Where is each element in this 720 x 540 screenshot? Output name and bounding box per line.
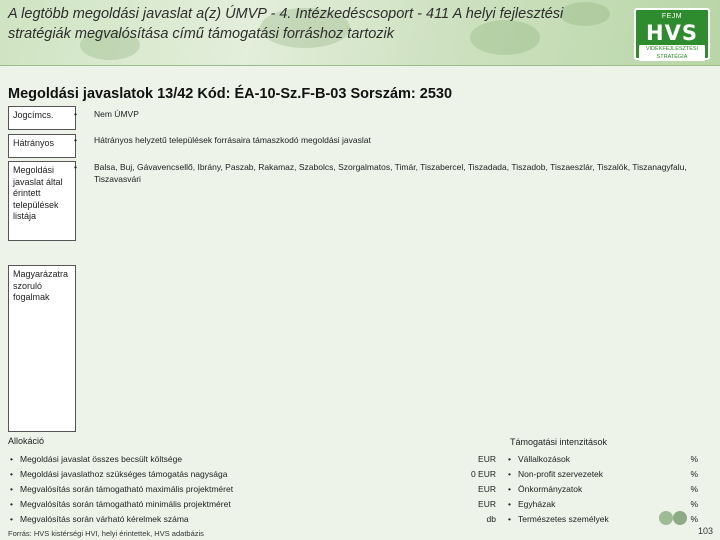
bullet: • (10, 454, 13, 464)
allocation-item-unit: EUR (478, 484, 496, 494)
logo-main-text: HVS (646, 21, 698, 45)
intensity-item-text: Önkormányzatok (518, 484, 583, 494)
header-title: A legtöbb megoldási javaslat a(z) ÚMVP - 4. Intézkedéscsoport - 411 A helyi fejlesztési stratégiák megvalósítása című támogatási forráshoz tartozik (8, 6, 564, 42)
allocation-item (10, 512, 496, 526)
bullet: • (10, 484, 13, 494)
intensity-item-text: Természetes személyek (518, 514, 609, 524)
bullet: • (10, 469, 13, 479)
allocation-item (10, 452, 496, 466)
value-jogcim-text: Nem ÚMVP (94, 109, 139, 119)
label-fogalmak (8, 265, 76, 432)
label-hatranyos (8, 134, 76, 158)
label-fogalmak-text: Magyarázatra szoruló fogalmak (13, 269, 69, 302)
allocation-item (10, 467, 496, 481)
value-telepulesek-text: Balsa, Buj, Gávavencsellő, Ibrány, Paszab, Rakamaz, Szabolcs, Szorgalmatos, Timár, Tiszabercel, Tiszadada, Tiszadob, Tiszaeszlár, Tiszalök, Tiszanagyfalu, Tiszavasvári (94, 162, 687, 184)
page-title: Megoldási javaslatok 13/42 Kód: ÉA-10-Sz.F-B-03 Sorszám: 2530 (8, 86, 453, 102)
logo-top-text: FEJM (661, 13, 683, 20)
intensity-item-pct: % (690, 484, 698, 494)
label-jogcim-text: Jogcímcs. (13, 110, 54, 120)
allocation-item-text: Megvalósítás során támogatható maximális projektméret (20, 484, 234, 494)
intensity-item (508, 452, 698, 466)
allocation-item-unit: 0 EUR (470, 469, 496, 479)
label-telepulesek (8, 161, 76, 241)
value-jogcim (74, 108, 704, 120)
allocation-item-unit: db (486, 514, 496, 524)
bullet: • (508, 514, 511, 524)
value-hatranyos-text: Hátrányos helyzetű települések forrásaira támaszkodó megoldási javaslat (94, 135, 371, 145)
allocation-item-text: Megoldási javaslat összes becsült költsége (20, 454, 183, 464)
allocation-item (10, 497, 496, 511)
intensity-item-text: Non-profit szervezetek (518, 469, 604, 479)
bullet: • (10, 514, 13, 524)
header-banner (0, 0, 720, 66)
intensity-item-pct: % (690, 454, 698, 464)
label-jogcim (8, 106, 76, 130)
allocation-item (10, 482, 496, 496)
bullet: • (508, 499, 511, 509)
intensity-item-pct: % (690, 469, 698, 479)
label-hatranyos-text: Hátrányos (13, 138, 55, 148)
source-note: Forrás: HVS kistérségi HVI, helyi érintettek, HVS adatbázis (8, 529, 204, 538)
allocation-item-text: Megoldási javaslathoz szükséges támogatás nagysága (20, 469, 228, 479)
logo-bottom-text: VIDÉKFEJLESZTÉSI STRATÉGIA (639, 45, 705, 61)
handshake-icon (656, 508, 692, 528)
intensity-item (508, 482, 698, 496)
intensity-label: Támogatási intenzitások (510, 437, 608, 447)
intensity-item (508, 467, 698, 481)
bullet: • (74, 135, 77, 145)
allocation-label: Allokáció (8, 436, 45, 446)
page-number: 103 (698, 526, 714, 536)
label-telepulesek-text: Megoldási javaslat által érintett települések listája (13, 165, 63, 221)
allocation-item-unit: EUR (478, 454, 496, 464)
intensity-item-text: Egyházak (518, 499, 556, 509)
intensity-item-pct: % (690, 514, 698, 524)
bullet: • (10, 499, 13, 509)
value-telepulesek (74, 161, 704, 185)
intensity-item-pct: % (690, 499, 698, 509)
allocation-item-unit: EUR (478, 499, 496, 509)
intensity-item-text: Vállalkozások (518, 454, 570, 464)
bullet: • (508, 484, 511, 494)
bullet: • (74, 162, 77, 172)
bullet: • (74, 109, 77, 119)
value-hatranyos (74, 134, 704, 146)
allocation-item-text: Megvalósítás során támogatható minimális projektméret (20, 499, 231, 509)
hvs-logo (634, 8, 710, 60)
bullet: • (508, 469, 511, 479)
bullet: • (508, 454, 511, 464)
allocation-item-text: Megvalósítás során várható kérelmek száma (20, 514, 189, 524)
